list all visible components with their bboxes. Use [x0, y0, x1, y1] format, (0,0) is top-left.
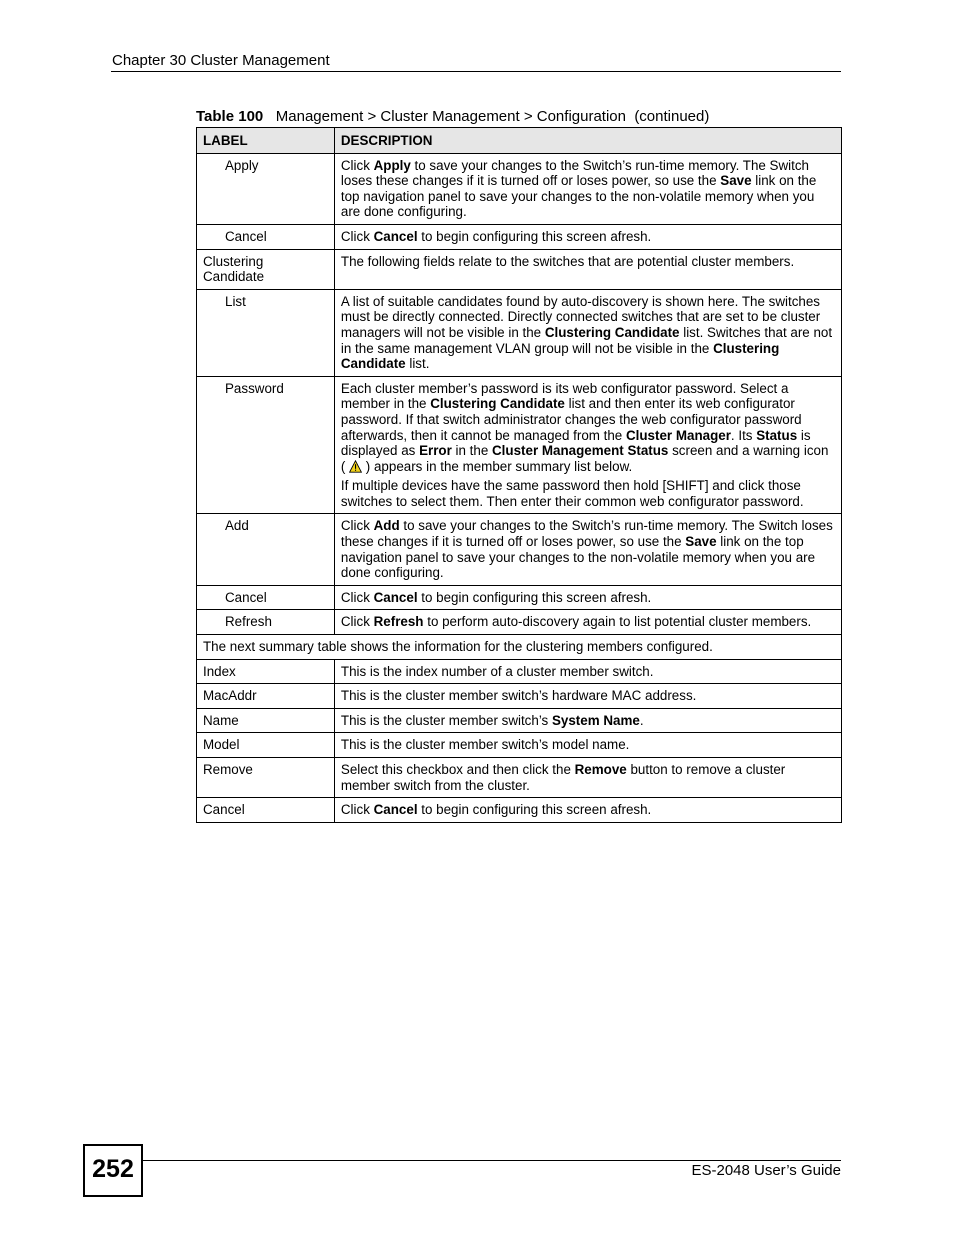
warning-icon — [349, 460, 362, 473]
row-label: Model — [197, 733, 335, 758]
row-label: Cancel — [197, 585, 335, 610]
text-run: The following fields relate to the switches that are potential cluster members. — [340, 253, 795, 269]
bold-term: Add — [373, 518, 400, 534]
text-run: screen and a warning icon ( — [340, 443, 829, 474]
table-row — [197, 798, 842, 823]
row-description — [334, 798, 841, 823]
text-run: This is the cluster member switch’s hardware MAC address. — [340, 688, 697, 704]
description-paragraph — [341, 229, 835, 245]
table-row — [197, 758, 842, 798]
column-header-label: LABEL — [197, 128, 335, 154]
text-run: A list of suitable candidates found by auto-discovery is shown here. The switches must be directly connected. Directly connected switches that are set to be cluster managers will not be visible in the — [340, 293, 821, 340]
bold-term: Error — [419, 443, 452, 459]
bold-term: Clustering Candidate — [430, 396, 565, 412]
column-header-description: DESCRIPTION — [334, 128, 841, 154]
table-row — [197, 659, 842, 684]
configuration-table — [196, 127, 842, 823]
text-run: Click — [340, 614, 374, 630]
table-row — [197, 249, 842, 289]
text-run: Click — [340, 802, 374, 818]
table-row — [197, 585, 842, 610]
row-description — [334, 758, 841, 798]
row-label: Apply — [197, 153, 335, 224]
bold-term: Apply — [373, 157, 411, 173]
row-description — [334, 289, 841, 376]
text-run: to save your changes to the Switch’s run-time memory. The Switch loses these changes if it is turned off or loses power, so use the — [340, 157, 809, 189]
row-description — [334, 684, 841, 709]
table-row — [197, 733, 842, 758]
description-paragraph — [341, 590, 835, 606]
header-rule — [111, 71, 841, 72]
text-run: If multiple devices have the same password then hold [SHIFT] and click those switches to select them. Then enter their common web configurator password. — [340, 478, 804, 509]
row-description — [334, 733, 841, 758]
text-run: ) appears in the member summary list below. — [362, 458, 633, 474]
summary-note: The next summary table shows the information for the clustering members configured. — [197, 635, 842, 660]
bold-term: Save — [685, 534, 717, 550]
bold-term: System Name — [551, 712, 640, 728]
text-run: list and then enter its web configurator password. If that switch administrator changes the web configurator password afterwards, then it cannot be managed from the — [340, 396, 802, 443]
table-header-row — [197, 128, 842, 154]
table-row — [197, 635, 842, 660]
row-label: MacAddr — [197, 684, 335, 709]
row-description — [334, 224, 841, 249]
text-run: button to remove a cluster member switch from the cluster. — [340, 762, 786, 793]
row-description — [334, 376, 841, 514]
row-label: Refresh — [197, 610, 335, 635]
table-caption — [196, 108, 709, 125]
row-label: Cancel — [197, 798, 335, 823]
text-run: This is the cluster member switch’s — [340, 712, 552, 728]
text-run: to save your changes to the Switch’s run-time memory. The Switch loses these changes if it is turned off or loses power, so use the — [340, 518, 833, 550]
text-run: link on the top navigation panel to save your changes to the non-volatile memory when you are done configuring. — [340, 173, 817, 220]
bold-term: Cancel — [373, 802, 418, 818]
text-run: to begin configuring this screen afresh. — [417, 589, 652, 605]
text-run: list. — [405, 356, 430, 372]
description-paragraph — [341, 381, 835, 475]
text-run: in the — [451, 443, 493, 459]
table-row — [197, 610, 842, 635]
text-run: to begin configuring this screen afresh. — [417, 802, 652, 818]
page-number-box — [83, 1144, 143, 1197]
bold-term: Status — [756, 427, 798, 443]
description-paragraph — [341, 802, 835, 818]
text-run: Click — [340, 518, 374, 534]
text-run: list. Switches that are not in the same management VLAN group will not be visible in the — [340, 324, 833, 356]
text-run: Click — [340, 589, 374, 605]
description-paragraph — [341, 713, 835, 729]
table-title: Management > Cluster Management > Configuration (continued) — [275, 108, 710, 125]
table-row — [197, 684, 842, 709]
text-run: Select this checkbox and then click the — [340, 762, 575, 777]
description-paragraph — [341, 664, 835, 680]
row-description — [334, 708, 841, 733]
table-row — [197, 708, 842, 733]
row-label: Cancel — [197, 224, 335, 249]
row-label: Name — [197, 708, 335, 733]
row-description — [334, 249, 841, 289]
row-label: Add — [197, 514, 335, 585]
bold-term: Clustering Candidate — [544, 324, 680, 340]
row-description — [334, 585, 841, 610]
description-paragraph — [341, 737, 835, 753]
footer-rule — [141, 1160, 841, 1161]
text-run: to begin configuring this screen afresh. — [417, 228, 652, 244]
chapter-header: Chapter 30 Cluster Management — [112, 52, 330, 69]
description-paragraph — [341, 294, 835, 372]
row-description — [334, 514, 841, 585]
description-paragraph — [341, 614, 835, 630]
row-description — [334, 153, 841, 224]
description-paragraph — [341, 254, 835, 270]
text-run: to perform auto-discovery again to list potential cluster members. — [423, 614, 812, 630]
text-run: Each cluster member’s password is its web configurator password. Select a member in the — [340, 380, 789, 412]
table-row — [197, 224, 842, 249]
table-row — [197, 376, 842, 514]
row-label: Clustering Candidate — [197, 249, 335, 289]
text-run: . — [639, 712, 644, 728]
text-run: This is the index number of a cluster member switch. — [340, 663, 654, 679]
text-run: Click — [340, 228, 374, 244]
description-paragraph — [341, 762, 835, 793]
description-paragraph — [341, 478, 835, 509]
bold-term: Cluster Manager — [625, 427, 731, 443]
bold-term: Refresh — [373, 614, 424, 630]
description-paragraph — [341, 688, 835, 704]
bold-term: Save — [720, 173, 752, 189]
table-row — [197, 153, 842, 224]
table-body — [197, 153, 842, 822]
guide-title: ES-2048 User’s Guide — [691, 1162, 841, 1179]
text-run: This is the cluster member switch’s model name. — [340, 737, 630, 753]
page-number: 252 — [92, 1155, 134, 1183]
row-label: Remove — [197, 758, 335, 798]
description-paragraph — [341, 518, 835, 580]
row-description — [334, 659, 841, 684]
bold-term: Remove — [574, 762, 627, 777]
description-paragraph — [341, 158, 835, 220]
row-label: List — [197, 289, 335, 376]
text-run: Click — [340, 157, 374, 173]
text-run: . Its — [730, 427, 757, 443]
row-description — [334, 610, 841, 635]
row-label: Password — [197, 376, 335, 514]
table-row — [197, 289, 842, 376]
table-row — [197, 514, 842, 585]
bold-term: Clustering Candidate — [340, 340, 780, 372]
row-label: Index — [197, 659, 335, 684]
bold-term: Cancel — [373, 228, 418, 244]
text-run: link on the top navigation panel to save your changes to the non-volatile memory when you are done configuring. — [340, 534, 816, 581]
bold-term: Cluster Management Status — [492, 443, 669, 459]
bold-term: Cancel — [373, 589, 418, 605]
table-number: Table 100 — [196, 108, 264, 125]
text-run: is displayed as — [340, 427, 811, 459]
